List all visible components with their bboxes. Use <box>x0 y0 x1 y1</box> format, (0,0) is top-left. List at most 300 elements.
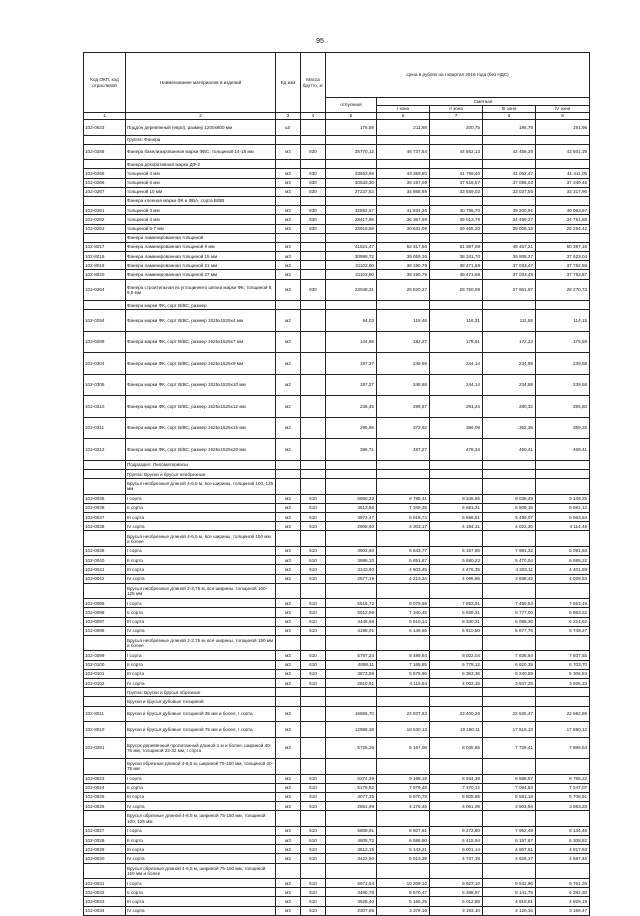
cell-unit: м3 <box>276 494 301 503</box>
header-code: Код ОКП, код отраслевой <box>84 53 126 113</box>
cell-price-zone-1: 487,27 <box>377 439 430 461</box>
cell-price-zone-4 <box>536 479 590 495</box>
table-row <box>84 722 590 738</box>
cell-price-zone-1: 23 837,63 <box>377 706 430 722</box>
cell-unit: м3 <box>276 224 301 233</box>
cell-price-release <box>326 583 377 599</box>
cell-unit: м3 <box>276 802 301 811</box>
cell-name: II сорта <box>126 503 276 512</box>
cell-code: 102-0096 <box>84 608 126 617</box>
cell-code: 102-0266 <box>84 178 126 187</box>
cell-price-release: 5797,24 <box>326 651 377 660</box>
cell-price-zone-3: 6 167,67 <box>483 836 536 845</box>
table-row <box>84 759 590 775</box>
cell-price-zone-4: 6 282,30 <box>536 888 590 897</box>
cell-name: Брусья обрезные длиной 4-6,5 м, шириной 75-150 мм, толщиной 150 мм и более <box>126 863 276 879</box>
cell-price-release <box>326 863 377 879</box>
cell-price-zone-1: 5 155,29 <box>377 897 430 906</box>
cell-price-zone-4: 3 935,33 <box>536 679 590 688</box>
cell-mass: 610 <box>301 802 326 811</box>
cell-price-zone-4: 40 063,67 <box>536 206 590 215</box>
cell-price-release: 295,95 <box>326 417 377 439</box>
cell-mass: 610 <box>301 888 326 897</box>
cell-price-zone-3 <box>483 135 536 144</box>
cell-price-zone-2: 5 001,14 <box>430 845 483 854</box>
cell-price-release: 31103,80 <box>326 261 377 270</box>
cell-price-zone-3: 41 062,47 <box>483 169 536 178</box>
cell-mass <box>301 120 326 136</box>
cell-code: 102-0036 <box>84 503 126 512</box>
cell-name: Бруски и брусья дубовые толщиной 75 мм и более, I сорта <box>126 722 276 738</box>
cell-mass: 610 <box>301 879 326 888</box>
cell-price-zone-2: 38 341,70 <box>430 252 483 261</box>
cell-price-zone-3: 3 847,28 <box>483 679 536 688</box>
table-row <box>84 242 590 251</box>
cell-price-zone-4: 3 993,28 <box>536 802 590 811</box>
cell-mass: 830 <box>301 144 326 160</box>
cell-price-zone-4 <box>536 635 590 651</box>
cell-price-release <box>326 233 377 242</box>
cell-unit: м3 <box>276 503 301 512</box>
cell-price-zone-3: 5 470,04 <box>483 556 536 565</box>
cell-price-zone-3: 7 459,54 <box>483 599 536 608</box>
cell-price-zone-2: 8 022,04 <box>430 651 483 660</box>
cell-price-release: 16866,70 <box>326 706 377 722</box>
cell-price-release: 235,45 <box>326 396 377 418</box>
cell-price-zone-2: 38 471,68 <box>430 261 483 270</box>
cell-price-zone-2: 28 760,99 <box>430 279 483 301</box>
table-row <box>84 565 590 574</box>
cell-unit: м3 <box>276 513 301 522</box>
cell-price-zone-4: 3 159,47 <box>536 906 590 915</box>
cell-price-zone-2: 37 618,57 <box>430 178 483 187</box>
cell-name: толщиной 10 мм <box>126 187 276 196</box>
cell-mass: 830 <box>301 178 326 187</box>
table-row <box>84 160 590 169</box>
cell-price-zone-2: 4 002,15 <box>430 679 483 688</box>
cell-code: 102-0034 <box>84 906 126 915</box>
cell-price-zone-1: 8 489,64 <box>377 651 430 660</box>
cell-price-release: 12968,18 <box>326 722 377 738</box>
table-row <box>84 574 590 583</box>
cell-price-release: 28417,95 <box>326 215 377 224</box>
cell-price-release: 41521,47 <box>326 242 377 251</box>
cell-price-zone-3: 7 981,32 <box>483 546 536 555</box>
cell-mass <box>301 353 326 375</box>
cell-price-zone-3: 7 838,64 <box>483 651 536 660</box>
cell-price-zone-4: 6 591,12 <box>536 503 590 512</box>
cell-price-zone-1: 6 510,14 <box>377 617 430 626</box>
cell-price-zone-3: 3 938,42 <box>483 574 536 583</box>
table-row <box>84 556 590 565</box>
cell-price-zone-2: 6 681,31 <box>430 503 483 512</box>
table-row <box>84 737 590 759</box>
cell-price-zone-1: 5 013,39 <box>377 854 430 863</box>
cell-price-zone-2 <box>430 233 483 242</box>
cell-price-zone-4: 43 801,39 <box>536 144 590 160</box>
cell-mass: 610 <box>301 897 326 906</box>
cell-price-release: 3873,59 <box>326 669 377 678</box>
cell-name: Брусья необрезные длиной 2-3,75 м, все ширины, толщиной 150 мм и более <box>126 635 276 651</box>
cell-price-zone-2: 244,14 <box>430 374 483 396</box>
cell-price-release: 30533,30 <box>326 178 377 187</box>
cell-unit: м3 <box>276 737 301 759</box>
cell-price-release: 2307,55 <box>326 906 377 915</box>
cell-price-zone-3 <box>483 301 536 310</box>
cell-name: Фанера ламинированная толщиной 21 мм <box>126 261 276 270</box>
cell-code: 102-0095 <box>84 599 126 608</box>
cell-price-zone-3: 111,95 <box>483 310 536 332</box>
cell-mass: 610 <box>301 906 326 915</box>
cell-price-zone-2: 178,91 <box>430 331 483 353</box>
cell-price-zone-1: 9 785,41 <box>377 494 430 503</box>
cell-name: III сорта <box>126 669 276 678</box>
cell-name: III сорта <box>126 845 276 854</box>
cell-price-zone-2: 8 035,65 <box>430 737 483 759</box>
cell-unit <box>276 196 301 205</box>
cell-price-zone-4: 7 886,64 <box>536 737 590 759</box>
table-row <box>84 879 590 888</box>
column-number: 7 <box>430 113 483 120</box>
cell-code: 102-0027 <box>84 826 126 835</box>
cell-price-zone-1: 4 603,45 <box>377 565 430 574</box>
cell-name: I сорта <box>126 826 276 835</box>
cell-price-zone-3: 7 084,93 <box>483 783 536 792</box>
cell-code: 102-0262 <box>84 215 126 224</box>
cell-name: Фанера ламинированная толщиной 15 мм <box>126 252 276 261</box>
cell-code: 102-0040 <box>84 556 126 565</box>
cell-price-zone-1: 34 865,69 <box>377 187 430 196</box>
cell-price-zone-2: 4 061,09 <box>430 802 483 811</box>
cell-unit <box>276 863 301 879</box>
cell-price-release: 94,03 <box>326 310 377 332</box>
cell-price-zone-3 <box>483 635 536 651</box>
table-row <box>84 679 590 688</box>
cell-unit: м3 <box>276 187 301 196</box>
cell-price-release <box>326 759 377 775</box>
cell-mass: 610 <box>301 774 326 783</box>
cell-code <box>84 583 126 599</box>
table-row <box>84 178 590 187</box>
cell-name: I сорта <box>126 599 276 608</box>
cell-price-zone-4 <box>536 688 590 697</box>
cell-price-zone-3: 37 095,03 <box>483 178 536 187</box>
cell-price-zone-4 <box>536 811 590 827</box>
cell-price-zone-2: 8 934,39 <box>430 774 483 783</box>
table-row <box>84 697 590 706</box>
cell-price-zone-1 <box>377 531 430 547</box>
cell-price-zone-2: 5 805,85 <box>430 792 483 801</box>
cell-price-zone-2: 33 559,02 <box>430 187 483 196</box>
cell-price-zone-3: 49 457,21 <box>483 242 536 251</box>
cell-price-zone-2: 23 400,26 <box>430 706 483 722</box>
cell-mass <box>301 301 326 310</box>
cell-price-release: 5809,61 <box>326 826 377 835</box>
cell-price-zone-1: 182,27 <box>377 331 430 353</box>
table-row <box>84 826 590 835</box>
cell-price-zone-2 <box>430 135 483 144</box>
cell-price-zone-2: 6 939,31 <box>430 608 483 617</box>
cell-price-release: 5516,72 <box>326 599 377 608</box>
cell-price-zone-4: 4 929,19 <box>536 897 590 906</box>
cell-price-zone-4 <box>536 697 590 706</box>
cell-unit: м2 <box>276 353 301 375</box>
table-row <box>84 135 590 144</box>
cell-mass: 610 <box>301 845 326 854</box>
cell-price-zone-4: 33 317,96 <box>536 187 590 196</box>
cell-code <box>84 479 126 495</box>
cell-code: 102-0101 <box>84 669 126 678</box>
table-row <box>84 669 590 678</box>
cell-price-zone-1: 211,98 <box>377 120 430 136</box>
cell-code <box>84 196 126 205</box>
cell-unit <box>276 697 301 706</box>
cell-price-zone-1: 18 530,13 <box>377 722 430 738</box>
cell-price-release <box>326 160 377 169</box>
cell-price-zone-2: 6 415,94 <box>430 836 483 845</box>
cell-unit: м3 <box>276 565 301 574</box>
cell-name: Брусья необрезные длиной 4-6,5 м, все ширины, толщиной 100, 125 мм <box>126 479 276 495</box>
cell-unit: м3 <box>276 706 301 722</box>
cell-price-zone-2: 7 853,91 <box>430 599 483 608</box>
cell-price-zone-4: 285,80 <box>536 396 590 418</box>
cell-code: 102-0100 <box>84 660 126 669</box>
cell-price-zone-2 <box>430 863 483 879</box>
cell-unit: м3 <box>276 679 301 688</box>
cell-price-release: 4198,01 <box>326 626 377 635</box>
cell-price-release: 5175,82 <box>326 783 377 792</box>
cell-price-release <box>326 697 377 706</box>
cell-price-zone-3: 6 509,16 <box>483 503 536 512</box>
cell-price-zone-2: 244,14 <box>430 353 483 375</box>
cell-name: IV сорта <box>126 574 276 583</box>
cell-price-zone-3: 34 469,27 <box>483 215 536 224</box>
cell-mass <box>301 706 326 722</box>
cell-name: Бруски и брусья дубовые толщиной <box>126 697 276 706</box>
cell-code <box>84 863 126 879</box>
cell-price-zone-1: 248,69 <box>377 353 430 375</box>
cell-unit <box>276 135 301 144</box>
cell-price-zone-1: 4 115,84 <box>377 679 430 688</box>
cell-price-zone-2: 7 370,12 <box>430 783 483 792</box>
cell-name: IV сорта <box>126 626 276 635</box>
cell-price-zone-2 <box>430 583 483 599</box>
cell-code <box>84 470 126 479</box>
cell-price-zone-2: 51 387,08 <box>430 242 483 251</box>
cell-price-release <box>326 196 377 205</box>
cell-price-release: 6274,39 <box>326 774 377 783</box>
table-row <box>84 531 590 547</box>
table-header <box>84 53 590 120</box>
table-row <box>84 802 590 811</box>
cell-price-zone-4: 5 708,91 <box>536 792 590 801</box>
cell-price-zone-2: 29 465,20 <box>430 224 483 233</box>
cell-code <box>84 160 126 169</box>
cell-price-zone-4: 28 270,73 <box>536 279 590 301</box>
cell-price-release: 2810,61 <box>326 679 377 688</box>
table-row <box>84 479 590 495</box>
cell-mass <box>301 417 326 439</box>
cell-price-zone-3: 39 200,91 <box>483 206 536 215</box>
cell-price-zone-1: 8 079,68 <box>377 599 430 608</box>
header-zone-4: IV зона <box>536 106 590 113</box>
cell-price-zone-2 <box>430 479 483 495</box>
table-row <box>84 233 590 242</box>
price-table <box>83 52 590 916</box>
cell-price-zone-1: 5 970,78 <box>377 792 430 801</box>
cell-price-zone-3: 9 542,96 <box>483 879 536 888</box>
cell-code: 102-0533 <box>84 120 126 136</box>
cell-name: толщиной 4 мм <box>126 215 276 224</box>
cell-price-zone-2 <box>430 811 483 827</box>
cell-price-zone-2 <box>430 470 483 479</box>
cell-price-release <box>326 460 377 469</box>
cell-price-release: 3143,60 <box>326 565 377 574</box>
cell-price-zone-3: 17 516,10 <box>483 722 536 738</box>
cell-price-zone-3 <box>483 160 536 169</box>
cell-code: 102-0102 <box>84 679 126 688</box>
table-row <box>84 396 590 418</box>
cell-code: 102-0305 <box>84 374 126 396</box>
cell-price-zone-3 <box>483 233 536 242</box>
cell-mass <box>301 811 326 827</box>
cell-name: I сорта <box>126 494 276 503</box>
cell-code: 102-0281 <box>84 737 126 759</box>
cell-price-zone-2: 41 769,40 <box>430 169 483 178</box>
table-row <box>84 854 590 863</box>
cell-price-zone-2 <box>430 759 483 775</box>
cell-price-zone-1 <box>377 759 430 775</box>
cell-price-zone-3: 4 818,61 <box>483 897 536 906</box>
cell-price-zone-1: 46 737,54 <box>377 144 430 160</box>
cell-code: 102-0037 <box>84 513 126 522</box>
table-row <box>84 331 590 353</box>
cell-name: IV сорта <box>126 906 276 915</box>
cell-price-zone-2: 366,09 <box>430 417 483 439</box>
cell-price-zone-3: 7 725,41 <box>483 737 536 759</box>
cell-price-zone-4 <box>536 470 590 479</box>
cell-name: I сорта <box>126 546 276 555</box>
cell-unit: м3 <box>276 215 301 224</box>
cell-price-zone-1 <box>377 196 430 205</box>
cell-price-zone-1 <box>377 697 430 706</box>
cell-name: Группа: Бруски и брусья необрезные <box>126 470 276 479</box>
cell-price-zone-3 <box>483 531 536 547</box>
table-row <box>84 301 590 310</box>
page-number: 95 <box>316 38 324 45</box>
table-row <box>84 215 590 224</box>
cell-price-zone-3: 5 581,19 <box>483 792 536 801</box>
cell-name: II сорта <box>126 888 276 897</box>
cell-code: 102-0029 <box>84 845 126 854</box>
cell-name: толщиной 4 мм <box>126 169 276 178</box>
cell-name: IV сорта <box>126 679 276 688</box>
cell-price-zone-1: 9 188,19 <box>377 774 430 783</box>
cell-code: 102-8017 <box>84 242 126 251</box>
cell-name: Брусок деревянный пропитанный длиной 1 м и более, шириной 40-75 мм, толщиной 22-32 мм, I сорта <box>126 737 276 759</box>
cell-price-zone-1: 10 209,10 <box>377 879 430 888</box>
cell-mass: 610 <box>301 617 326 626</box>
cell-name: Фанера ламинированная толщиной 9 мм <box>126 242 276 251</box>
cell-unit: м3 <box>276 836 301 845</box>
cell-mass <box>301 863 326 879</box>
cell-mass: 610 <box>301 783 326 792</box>
cell-price-zone-4: 9 761,35 <box>536 879 590 888</box>
cell-price-zone-1 <box>377 160 430 169</box>
cell-price-release: 31103,80 <box>326 270 377 279</box>
header-name: Наименование материалов и изделий <box>126 53 276 113</box>
cell-price-zone-3: 27 961,97 <box>483 279 536 301</box>
cell-price-zone-4: 175,59 <box>536 331 590 353</box>
cell-mass <box>301 583 326 599</box>
cell-mass: 830 <box>301 215 326 224</box>
table-row <box>84 617 590 626</box>
cell-unit: м3 <box>276 270 301 279</box>
cell-price-zone-2: 44 562,13 <box>430 144 483 160</box>
cell-price-release: 3996,10 <box>326 556 377 565</box>
table-row <box>84 651 590 660</box>
cell-unit: м3 <box>276 783 301 792</box>
cell-name: II сорта <box>126 836 276 845</box>
table-row <box>84 144 590 160</box>
cell-price-release: 27237,53 <box>326 187 377 196</box>
cell-unit: м3 <box>276 522 301 531</box>
cell-code: 102-8020 <box>84 270 126 279</box>
cell-price-zone-2: 4 096,96 <box>430 574 483 583</box>
cell-price-zone-4: 5 306,84 <box>536 669 590 678</box>
cell-unit: м3 <box>276 169 301 178</box>
cell-mass <box>301 688 326 697</box>
cell-unit: м3 <box>276 774 301 783</box>
cell-price-zone-4 <box>536 160 590 169</box>
cell-price-release: 23915,59 <box>326 224 377 233</box>
cell-mass: 610 <box>301 494 326 503</box>
cell-mass: 610 <box>301 513 326 522</box>
cell-price-zone-3: 9 035,49 <box>483 494 536 503</box>
cell-price-zone-3: 3 120,16 <box>483 906 536 915</box>
cell-price-zone-3: 234,98 <box>483 353 536 375</box>
cell-price-zone-3 <box>483 811 536 827</box>
cell-price-zone-4: 5 563,54 <box>536 513 590 522</box>
cell-name: Фанера марки ФК, сорт В/ВС, размер 1525х1525х4 мм <box>126 310 276 332</box>
cell-mass: 610 <box>301 556 326 565</box>
cell-price-zone-1: 41 834,36 <box>377 206 430 215</box>
cell-price-zone-2: 6 157,86 <box>430 546 483 555</box>
cell-price-zone-3: 6 620,39 <box>483 660 536 669</box>
cell-code: 102-0261 <box>84 206 126 215</box>
cell-mass <box>301 396 326 418</box>
cell-price-zone-4 <box>536 135 590 144</box>
cell-price-release: 2908,60 <box>326 522 377 531</box>
cell-unit <box>276 301 301 310</box>
column-numbers-row <box>84 113 590 120</box>
cell-price-zone-4: 8 134,46 <box>536 826 590 835</box>
cell-price-release: 176.59 <box>326 120 377 136</box>
cell-unit: м3 <box>276 574 301 583</box>
header-zone-1: I зона <box>377 106 430 113</box>
cell-name: II сорта <box>126 556 276 565</box>
cell-price-release: 4605,72 <box>326 836 377 845</box>
cell-price-zone-1: 3 379,16 <box>377 906 430 915</box>
cell-code <box>84 811 126 827</box>
cell-unit <box>276 811 301 827</box>
cell-code: 102-8011 <box>84 706 126 722</box>
cell-name: толщиной 5-7 мм <box>126 224 276 233</box>
cell-price-zone-2: 4 184,31 <box>430 522 483 531</box>
cell-code: 102-0028 <box>84 836 126 845</box>
header-zone-2: II зона <box>430 106 483 113</box>
table-row <box>84 513 590 522</box>
